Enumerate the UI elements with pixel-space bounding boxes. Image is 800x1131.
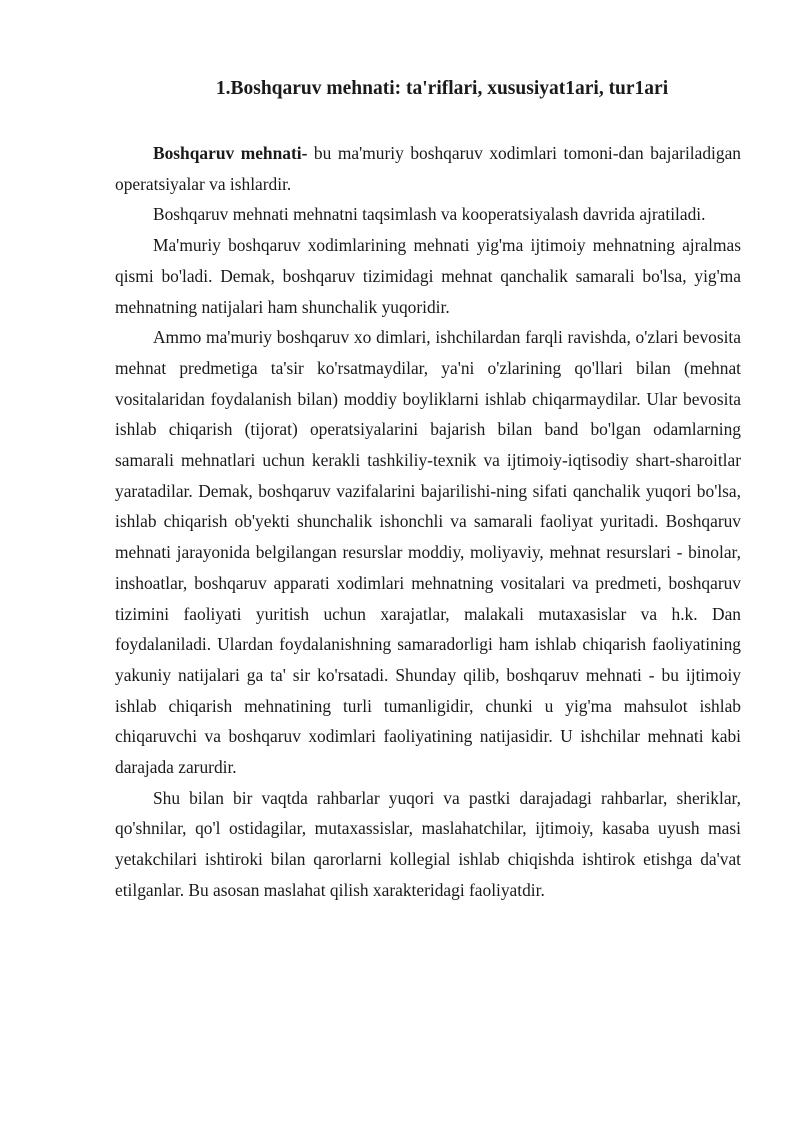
paragraph: Ma'muriy boshqaruv xodimlarining mehnati yig'ma ijtimoiy mehnatning ajralmas qismi bo'ladi. Demak, boshqaruv tizimidagi mehnat qanchalik samarali bo'lsa, yig'ma mehnatning natijalari ham shunchalik yuqoridir.: [115, 235, 741, 317]
defined-term: Boshqaruv mehnati-: [153, 143, 308, 163]
paragraph: Ammo ma'muriy boshqaruv xo dimlari, ishchilardan farqli ravishda, o'zlari bevosita mehnat predmetiga ta'sir ko'rsatmaydilar, ya'ni o'zlarining qo'llari bilan (mehnat vositalaridan foydalanish bilan) moddiy boyliklarni ishlab chiqarmaydilar. Ular bevosita ishlab chiqarish (tijorat) operatsiyalarini bajarish bilan band bo'lgan odamlarning samarali mehnatlari uchun kerakli tashkiliy-texnik va ijtimoiy-iqtisodiy shart-sharoitlar yaratadilar. Demak, boshqaruv vazifalarini bajarilishi-ning sifati qanchalik yuqori bo'lsa, ishlab chiqarish ob'yekti shunchalik ishonchli va samarali faoliyat yuritadi. Boshqaruv mehnati jarayonida belgilangan resurslar moddiy, moliyaviy, mehnat resurslari - binolar, inshoatlar, boshqaruv apparati xodimlari mehnatning vositalari va predmeti, boshqaruv tizimini faoliyati yuritish uchun xarajatlar, malakali mutaxasislar va h.k. Dan foydalaniladi. Ulardan foydalanishning samaradorligi ham ishlab chiqarish faoliyatining yakuniy natijalari ga ta' sir ko'rsatadi. Shunday qilib, boshqaruv mehnati - bu ijtimoiy ishlab chiqarish mehnatining turli tumanligidir, chunki u yig'ma mahsulot ishlab chiqaruvchi va boshqaruv xodimlari faoliyatining natijasidir. U ishchilar mehnati kabi darajada zarurdir.: [115, 327, 741, 778]
document-title: 1.Boshqaruv mehnati: ta'riflari, xususiyat1ari, tur1ari: [215, 78, 669, 99]
paragraph: Shu bilan bir vaqtda rahbarlar yuqori va pastki darajadagi rahbarlar, sheriklar, qo'shnilar, qo'l ostidagilar, mutaxassislar, maslahatchilar, ijtimoiy, kasaba uyush masi yetakchilari ishtiroki bilan qarorlarni kollegial ishlab chiqishda ishtirok etishga da'vat etilganlar. Bu asosan maslahat qilish xarakteridagi faoliyatdir.: [115, 787, 741, 900]
paragraph-definition: [115, 138, 741, 199]
definition-text: bu ma'muriy boshqaruv xodimlari tomoni-dan bajariladigan operatsiyalar va ishlardir.: [115, 143, 741, 194]
paragraph: Boshqaruv mehnati mehnatni taqsimlash va kooperatsiyalash davrida ajratiladi.: [153, 204, 706, 225]
document-body: [115, 138, 741, 906]
